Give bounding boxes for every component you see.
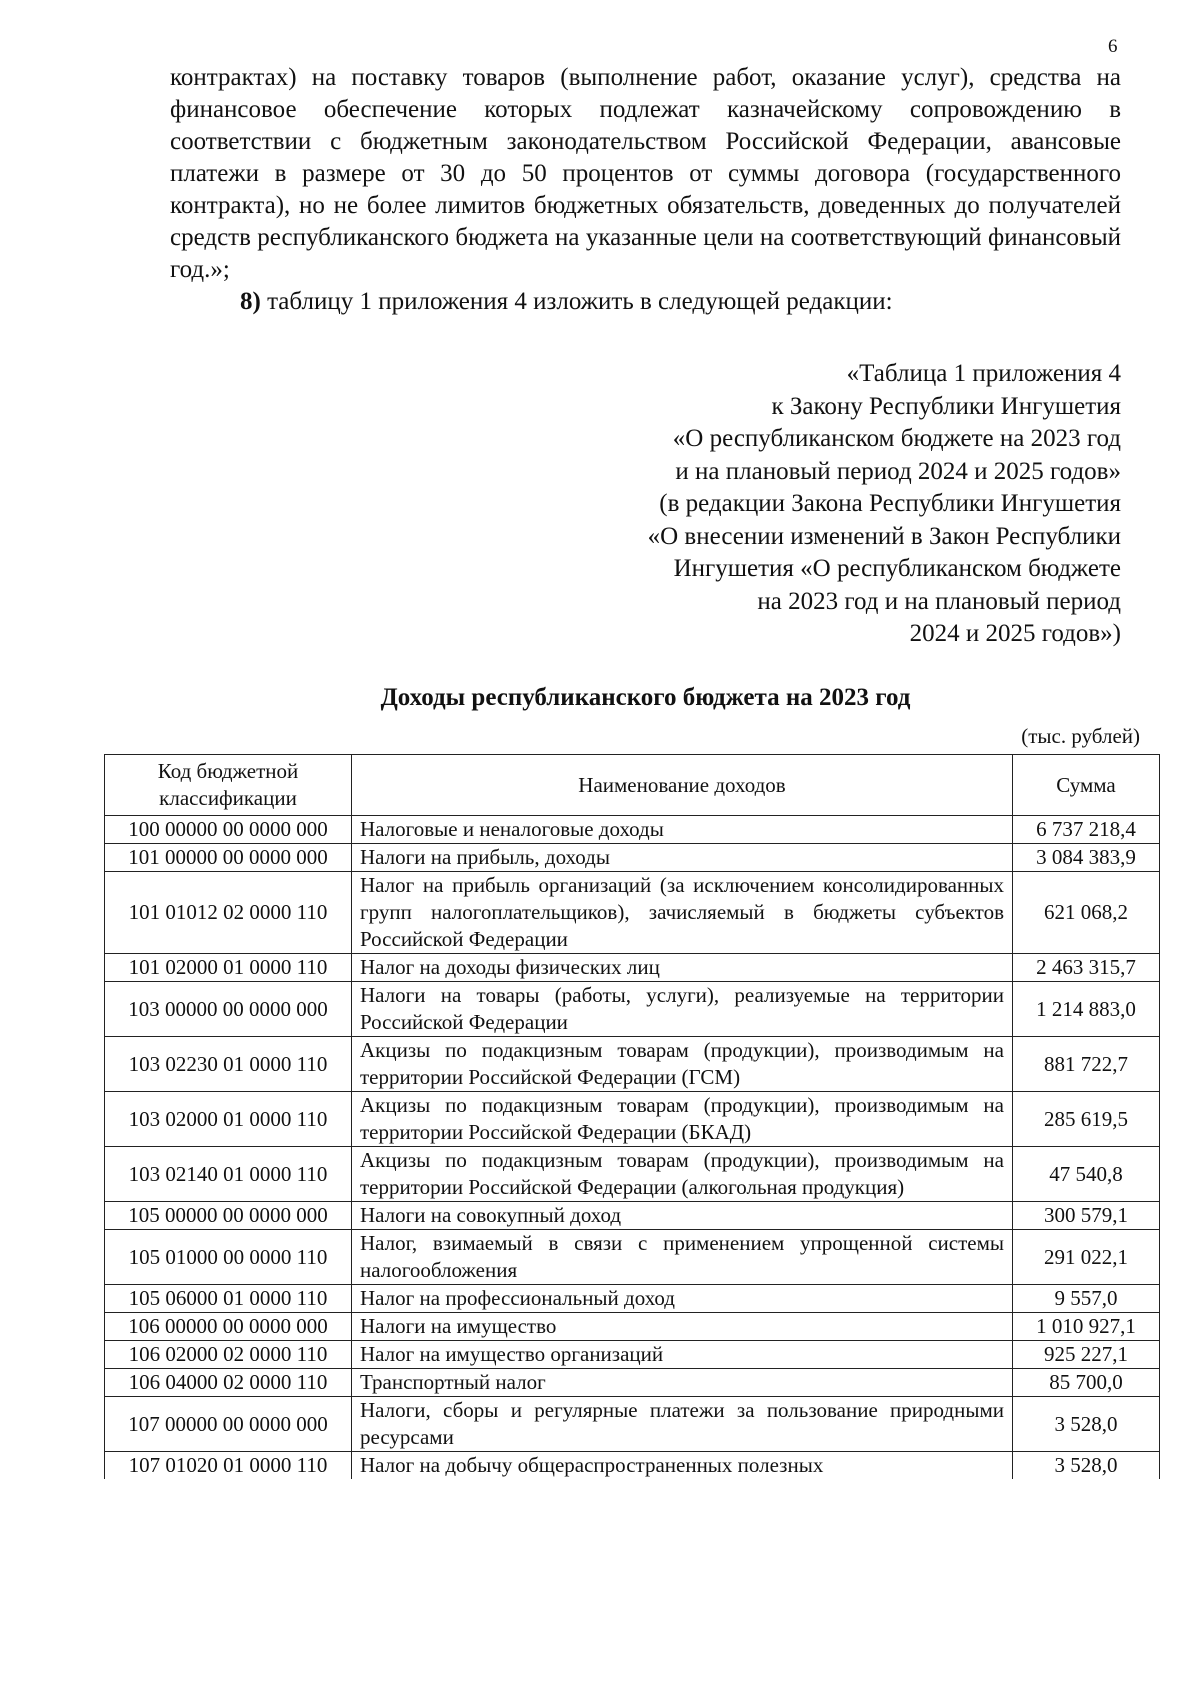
table-title: Доходы республиканского бюджета на 2023 год [380,684,911,711]
cell-sum: 2 463 315,7 [1013,954,1160,982]
table-row [105,1147,1160,1202]
table-row [105,1037,1160,1092]
cell-code: 105 01000 00 0000 110 [105,1230,352,1285]
table-row [105,1230,1160,1285]
cell-code: 101 02000 01 0000 110 [105,954,352,982]
cell-name: Налоги на совокупный доход [352,1202,1013,1230]
cell-sum: 47 540,8 [1013,1147,1160,1202]
cell-sum: 1 010 927,1 [1013,1313,1160,1341]
cell-name: Транспортный налог [352,1369,1013,1397]
table-row [105,982,1160,1037]
table-row [105,1369,1160,1397]
cell-name: Налог на доходы физических лиц [352,954,1013,982]
cell-name: Акцизы по подакцизным товарам (продукции), производимым на территории Российской Федерации (алкогольная продукция) [352,1147,1013,1202]
cell-code: 103 02140 01 0000 110 [105,1147,352,1202]
header-code: Код бюджетной классификации [105,755,352,816]
table-row [105,1397,1160,1452]
cell-name: Налог на добычу общераспространенных полезных [352,1452,1013,1480]
cell-name: Налог на прибыль организаций (за исключением консолидированных групп налогоплательщиков), зачисляемый в бюджеты субъектов Российской Федерации [352,872,1013,954]
table-row [105,1092,1160,1147]
cell-name: Акцизы по подакцизным товарам (продукции), производимым на территории Российской Федерации (БКАД) [352,1092,1013,1147]
appendix-line: (в редакции Закона Республики Ингушетия [659,490,1121,517]
header-sum: Сумма [1013,755,1160,816]
appendix-line: «Таблица 1 приложения 4 [846,360,1121,387]
cell-code: 103 02230 01 0000 110 [105,1037,352,1092]
units-label: (тыс. рублей) [1021,724,1140,748]
income-table [104,754,1160,1479]
cell-sum: 1 214 883,0 [1013,982,1160,1037]
table-row [105,1341,1160,1369]
cell-name: Налог на имущество организаций [352,1341,1013,1369]
table-row [105,1452,1160,1480]
appendix-line: Ингушетия «О республиканском бюджете [673,555,1121,582]
cell-code: 101 01012 02 0000 110 [105,872,352,954]
cell-name: Налог на профессиональный доход [352,1285,1013,1313]
cell-name: Налоги, сборы и регулярные платежи за пользование природными ресурсами [352,1397,1013,1452]
continuation-paragraph: контрактах) на поставку товаров (выполнение работ, оказание услуг), средства на финансовое обеспечение которых подлежат казначейскому сопровождению в соответствии с бюджетным законодательством Российской Федерации, авансовые платежи в размере от 30 до 50 процентов от суммы договора (государственного контракта), но не более лимитов бюджетных обязательств, доведенных до получателей средств республиканского бюджета на указанные цели на соответствующий финансовый год.»; [170,64,1121,283]
cell-code: 100 00000 00 0000 000 [105,816,352,844]
cell-name: Налоги на товары (работы, услуги), реализуемые на территории Российской Федерации [352,982,1013,1037]
cell-sum: 3 528,0 [1013,1397,1160,1452]
item-text: таблицу 1 приложения 4 изложить в следующей редакции: [260,288,893,315]
appendix-reference [520,358,1121,651]
cell-name: Налоговые и неналоговые доходы [352,816,1013,844]
cell-sum: 291 022,1 [1013,1230,1160,1285]
cell-code: 106 04000 02 0000 110 [105,1369,352,1397]
table-row [105,816,1160,844]
cell-code: 101 00000 00 0000 000 [105,844,352,872]
cell-name: Налоги на прибыль, доходы [352,844,1013,872]
item-number: 8) [240,288,261,315]
cell-sum: 3 084 383,9 [1013,844,1160,872]
cell-sum: 925 227,1 [1013,1341,1160,1369]
cell-code: 105 06000 01 0000 110 [105,1285,352,1313]
table-row [105,844,1160,872]
cell-sum: 621 068,2 [1013,872,1160,954]
cell-code: 103 00000 00 0000 000 [105,982,352,1037]
cell-sum: 300 579,1 [1013,1202,1160,1230]
cell-sum: 85 700,0 [1013,1369,1160,1397]
appendix-line: и на плановый период 2024 и 2025 годов» [675,457,1121,485]
cell-sum: 9 557,0 [1013,1285,1160,1313]
appendix-line: к Закону Республики Ингушетия [771,392,1121,420]
appendix-line: 2024 и 2025 годов») [909,620,1121,647]
cell-code: 103 02000 01 0000 110 [105,1092,352,1147]
table-header-row [105,755,1160,816]
amendment-item [170,286,1121,318]
cell-sum: 3 528,0 [1013,1452,1160,1480]
cell-sum: 285 619,5 [1013,1092,1160,1147]
page-number: 6 [1108,36,1118,57]
header-name: Наименование доходов [352,755,1013,816]
table-row [105,1285,1160,1313]
cell-name: Налог, взимаемый в связи с применением упрощенной системы налогообложения [352,1230,1013,1285]
body-text [170,62,1121,318]
cell-sum: 881 722,7 [1013,1037,1160,1092]
appendix-line: на 2023 год и на плановый период [757,587,1121,615]
cell-code: 107 00000 00 0000 000 [105,1397,352,1452]
appendix-line: «О республиканском бюджете на 2023 год [672,425,1121,452]
table-row [105,872,1160,954]
cell-name: Налоги на имущество [352,1313,1013,1341]
cell-name: Акцизы по подакцизным товарам (продукции), производимым на территории Российской Федерации (ГСМ) [352,1037,1013,1092]
table-row [105,1313,1160,1341]
appendix-line: «О внесении изменений в Закон Республики [647,522,1121,550]
table-row [105,1202,1160,1230]
cell-code: 106 00000 00 0000 000 [105,1313,352,1341]
cell-sum: 6 737 218,4 [1013,816,1160,844]
cell-code: 106 02000 02 0000 110 [105,1341,352,1369]
cell-code: 105 00000 00 0000 000 [105,1202,352,1230]
cell-code: 107 01020 01 0000 110 [105,1452,352,1480]
table-row [105,954,1160,982]
